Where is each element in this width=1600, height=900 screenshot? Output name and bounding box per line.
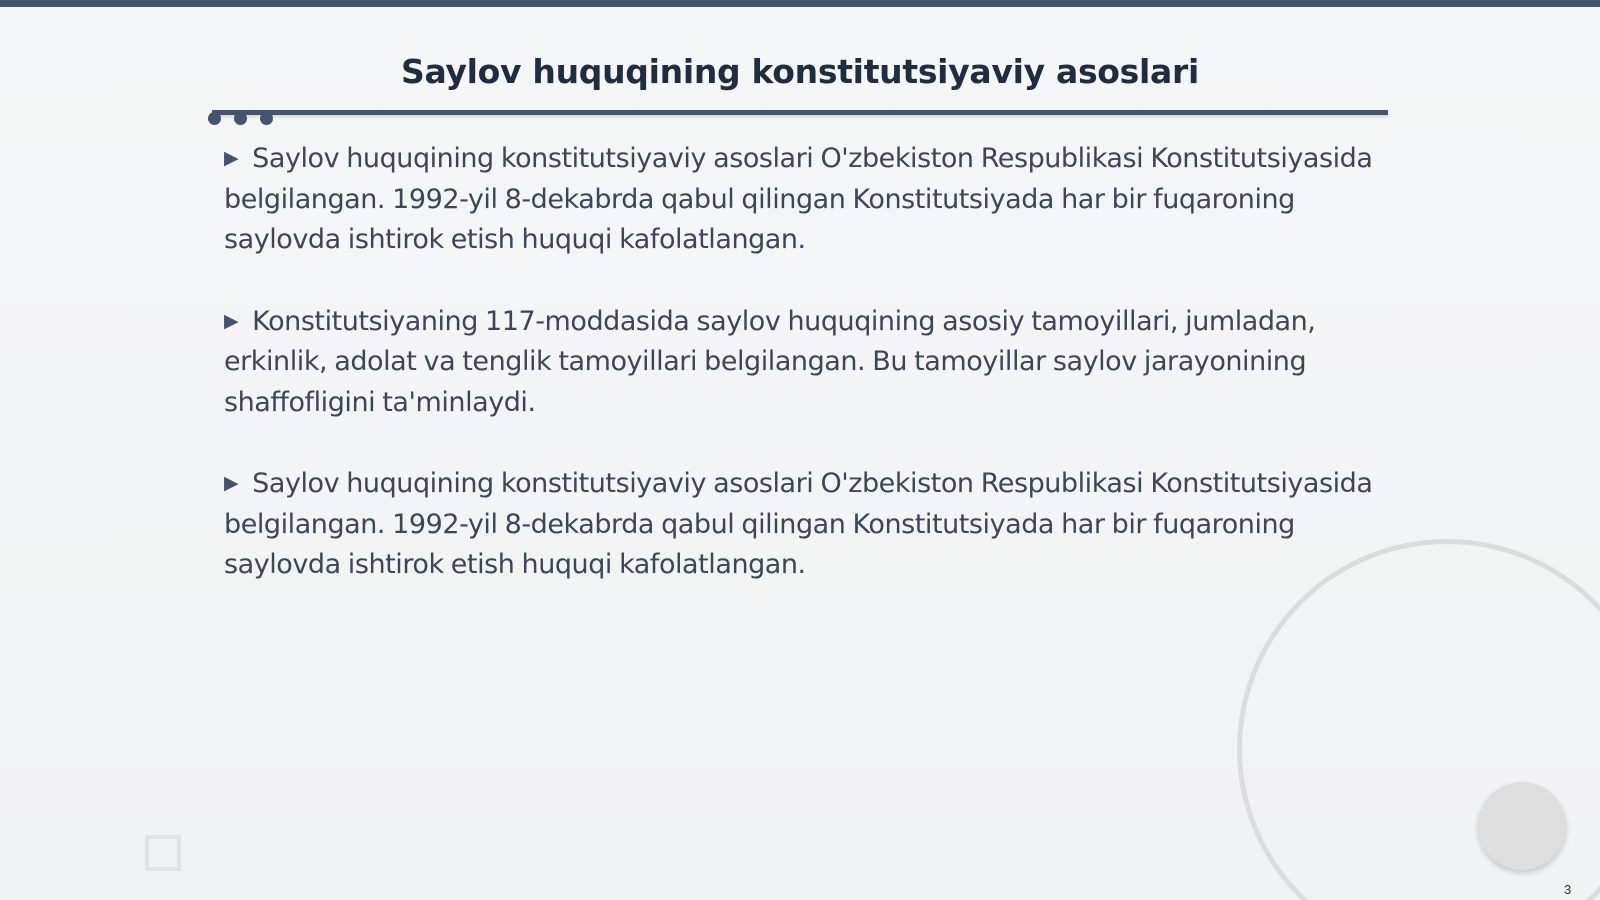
bullet-item bbox=[224, 138, 1374, 261]
arrow-right-icon: ▶ bbox=[224, 309, 239, 332]
bullet-item bbox=[224, 463, 1374, 586]
decorative-square bbox=[145, 835, 181, 871]
divider-dot bbox=[260, 112, 273, 125]
page-number: 3 bbox=[1564, 882, 1572, 897]
bullet-text: Saylov huquqining konstitutsiyaviy asoslari O'zbekiston Respublikasi Konstitutsiyasida belgilangan. 1992-yil 8-dekabrda qabul qilingan Konstitutsiyada har bir fuqaroning saylovda ishtirok etish huquqi kafolatlangan. bbox=[224, 468, 1373, 580]
title-divider bbox=[212, 110, 1388, 115]
divider-dot bbox=[234, 112, 247, 125]
bullet-text: Konstitutsiyaning 117-moddasida saylov huquqining asosiy tamoyillari, jumladan, erkinlik, adolat va tenglik tamoyillari belgilangan. Bu tamoyillar saylov jarayonining shaffofligini ta'minlaydi. bbox=[224, 305, 1316, 418]
bullet-list bbox=[224, 138, 1374, 626]
divider-dot bbox=[208, 112, 221, 125]
arrow-right-icon: ▶ bbox=[224, 472, 239, 494]
slide-title: Saylov huquqining konstitutsiyaviy asoslari bbox=[400, 52, 1199, 91]
arrow-right-icon: ▶ bbox=[224, 147, 239, 169]
top-accent-bar bbox=[0, 0, 1600, 7]
bullet-text: Saylov huquqining konstitutsiyaviy asoslari O'zbekiston Respublikasi Konstitutsiyasida belgilangan. 1992-yil 8-dekabrda qabul qilingan Konstitutsiyada har bir fuqaroning saylovda ishtirok etish huquqi kafolatlangan. bbox=[224, 143, 1373, 255]
decorative-circle bbox=[1478, 782, 1566, 870]
bullet-item bbox=[224, 301, 1374, 424]
